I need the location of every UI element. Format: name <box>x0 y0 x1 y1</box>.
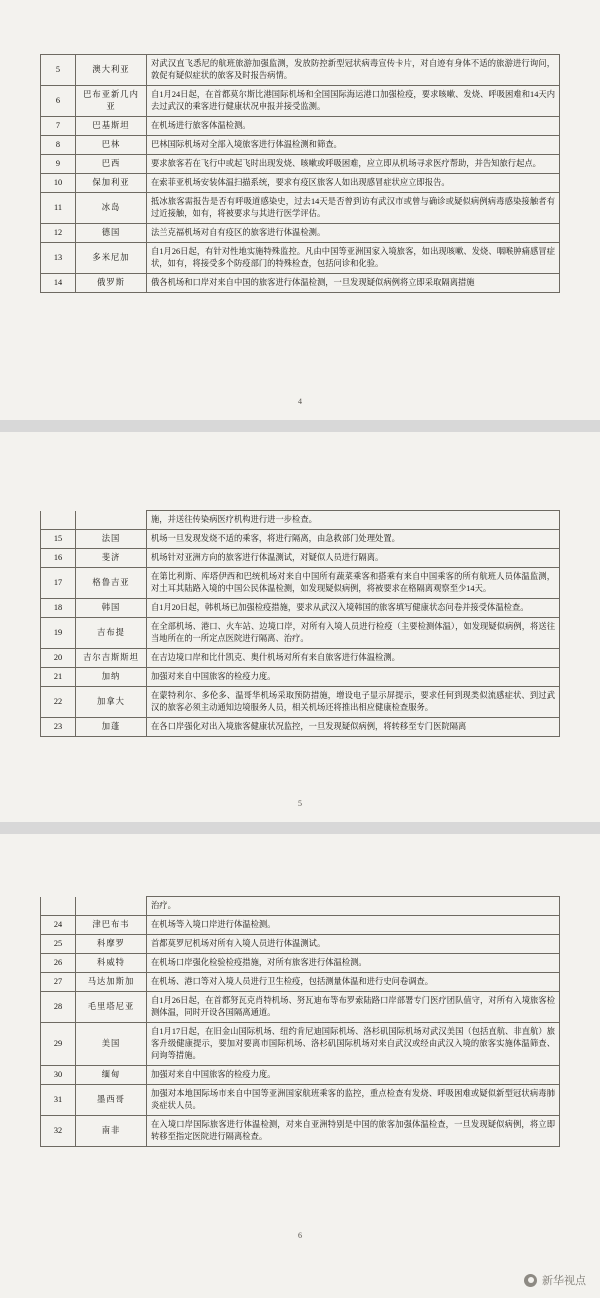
row-measure: 机场针对亚洲方向的旅客进行体温测试，对疑似人员进行隔离。 <box>147 549 560 568</box>
table-row <box>41 973 560 992</box>
row-number: 31 <box>41 1085 76 1116</box>
row-number: 25 <box>41 935 76 954</box>
row-number: 10 <box>41 174 76 193</box>
row-number: 6 <box>41 86 76 117</box>
row-measure: 机场一旦发现发烧不适的乘客，将进行隔离，由急救部门处理处置。 <box>147 530 560 549</box>
table-row <box>41 1066 560 1085</box>
row-measure: 法兰克福机场对自有疫区的旅客进行体温检测。 <box>147 224 560 243</box>
row-number: 11 <box>41 193 76 224</box>
row-country: 保加利亚 <box>76 174 147 193</box>
row-number: 21 <box>41 668 76 687</box>
row-number: 19 <box>41 618 76 649</box>
table-row <box>41 668 560 687</box>
row-country: 津巴布韦 <box>76 916 147 935</box>
table-row <box>41 954 560 973</box>
table-row <box>41 1085 560 1116</box>
table-row <box>41 549 560 568</box>
table-row <box>41 1023 560 1066</box>
table-row <box>41 274 560 293</box>
row-country: 巴布亚新几内亚 <box>76 86 147 117</box>
table-row <box>41 992 560 1023</box>
row-country: 法国 <box>76 530 147 549</box>
table-row <box>41 136 560 155</box>
table-row <box>41 193 560 224</box>
row-measure: 自1月24日起，在首都莫尔斯比港国际机场和全国国际海运港口加强检疫，要求咳嗽、发烧、呼吸困难和14天内去过武汉的乘客进行健康状况申报并接受监测。 <box>147 86 560 117</box>
table-row <box>41 618 560 649</box>
table-row <box>41 687 560 718</box>
row-measure: 要求旅客若在飞行中或起飞时出现发烧、咳嗽或呼吸困难，应立即从机场寻求医疗帮助，并告知旅行起点。 <box>147 155 560 174</box>
row-number: 24 <box>41 916 76 935</box>
table-row <box>41 224 560 243</box>
watermark-label: 新华视点 <box>542 1275 586 1287</box>
page-number: 5 <box>298 799 302 808</box>
country-measures-table-3 <box>40 896 560 1147</box>
row-number: 29 <box>41 1023 76 1066</box>
row-measure: 在吉边境口岸和比什凯克、奥什机场对所有来自旅客进行体温检测。 <box>147 649 560 668</box>
row-measure-continued: 施，并送往传染病医疗机构进行进一步检查。 <box>147 511 560 530</box>
table-row <box>41 55 560 86</box>
row-number: 5 <box>41 55 76 86</box>
row-measure: 在全部机场、港口、火车站、边境口岸，对所有入境人员进行检疫（主要检测体温），如发现疑似病例，将送往当地所在的一所定点医院进行隔离、治疗。 <box>147 618 560 649</box>
row-number: 14 <box>41 274 76 293</box>
row-country: 澳大利亚 <box>76 55 147 86</box>
row-country: 南非 <box>76 1116 147 1147</box>
row-country: 加拿大 <box>76 687 147 718</box>
row-country: 德国 <box>76 224 147 243</box>
row-measure: 加强对本地国际场市来自中国等亚洲国家航班乘客的监控，重点检查有发烧、呼吸困难或疑似新型冠状病毒肺炎症状人员。 <box>147 1085 560 1116</box>
row-measure: 在各口岸强化对出入境旅客健康状况监控，一旦发现疑似病例，将转移至专门医院隔离 <box>147 718 560 737</box>
row-number: 8 <box>41 136 76 155</box>
page-number: 4 <box>298 397 302 406</box>
row-country: 科威特 <box>76 954 147 973</box>
row-country: 格鲁吉亚 <box>76 568 147 599</box>
table-row <box>41 649 560 668</box>
row-number: 22 <box>41 687 76 718</box>
row-number: 26 <box>41 954 76 973</box>
row-country: 斐济 <box>76 549 147 568</box>
row-country: 加蓬 <box>76 718 147 737</box>
row-country: 韩国 <box>76 599 147 618</box>
row-country: 巴林 <box>76 136 147 155</box>
row-measure: 自1月20日起，韩机场已加强检疫措施，要求从武汉入境韩国的旅客填写健康状态问卷并接受体温检查。 <box>147 599 560 618</box>
table-row-continuation <box>41 511 560 530</box>
row-country: 多米尼加 <box>76 243 147 274</box>
table-row <box>41 155 560 174</box>
page-separator <box>0 822 600 834</box>
row-number: 15 <box>41 530 76 549</box>
row-measure: 抵冰旅客需报告是否有呼吸道感染史，过去14天是否曾到访有武汉市或曾与确诊或疑似病例病毒感染接触者有过近接触，如有，将被要求与其进行医学评估。 <box>147 193 560 224</box>
row-number: 23 <box>41 718 76 737</box>
row-measure-continued: 治疗。 <box>147 897 560 916</box>
document-page-3 <box>0 834 600 1254</box>
row-number: 20 <box>41 649 76 668</box>
row-number: 9 <box>41 155 76 174</box>
row-measure: 在机场进行旅客体温检测。 <box>147 117 560 136</box>
row-measure: 自1月26日起，在首都努瓦克肖特机场、努瓦迪布等布罗索陆路口岸部署专门医疗团队值守，对所有入境旅客检测体温，同时开设各国隔离通道。 <box>147 992 560 1023</box>
row-country: 吉布提 <box>76 618 147 649</box>
page-separator <box>0 420 600 432</box>
row-measure: 自1月17日起，在旧金山国际机场、纽约肯尼迪国际机场、洛杉矶国际机场对武汉美国（包括直航、非直航）旅客升级健康提示，要加对要离市国际机场、洛杉矶国际机场对来自武汉或经由武汉入境的旅客实施体温筛查、问询等措施。 <box>147 1023 560 1066</box>
row-number: 27 <box>41 973 76 992</box>
row-country: 巴西 <box>76 155 147 174</box>
row-country: 缅甸 <box>76 1066 147 1085</box>
row-country: 吉尔吉斯斯坦 <box>76 649 147 668</box>
row-measure: 在第比利斯、库塔伊西和巴统机场对来自中国所有蔬菜乘客和搭乘有来自中国乘客的所有航班人员体温监测，对土耳其陆路入境的中国公民体温检测，如发现疑似病例，将被要求在格隔离观察至少14天。 <box>147 568 560 599</box>
table-row-continuation <box>41 897 560 916</box>
footer-bar <box>0 1254 600 1298</box>
row-country: 冰岛 <box>76 193 147 224</box>
row-number: 17 <box>41 568 76 599</box>
row-measure: 对武汉直飞悉尼的航班旅游加强监测，发放防控新型冠状病毒宣传卡片，对自迹有身体不适的旅游进行询问，敦促有疑似症状的旅客及时报告病情。 <box>147 55 560 86</box>
table-row <box>41 568 560 599</box>
row-measure: 加强对来自中国旅客的检疫力度。 <box>147 668 560 687</box>
row-number: 7 <box>41 117 76 136</box>
table-row <box>41 174 560 193</box>
row-measure: 巴林国际机场对全部入境旅客进行体温检测和筛查。 <box>147 136 560 155</box>
row-country-empty <box>76 897 147 916</box>
row-measure: 自1月26日起，有针对性地实施特殊监控。凡由中国等亚洲国家入境旅客，如出现咳嗽、发烧、咽喉肿痛感冒症状，如有，将接受多个防疫部门的特殊检查，包括问诊和化验。 <box>147 243 560 274</box>
row-number: 28 <box>41 992 76 1023</box>
table-row <box>41 718 560 737</box>
row-number: 12 <box>41 224 76 243</box>
row-measure: 在机场口岸强化检验检疫措施，对所有旅客进行体温检测。 <box>147 954 560 973</box>
table-row <box>41 117 560 136</box>
sina-weibo-logo-icon <box>524 1274 537 1287</box>
row-country: 马达加斯加 <box>76 973 147 992</box>
document-page-1 <box>0 0 600 420</box>
table-row <box>41 935 560 954</box>
row-country: 墨西哥 <box>76 1085 147 1116</box>
row-measure: 在机场、港口等对入境人员进行卫生检疫，包括测量体温和进行史问卷调查。 <box>147 973 560 992</box>
row-country: 美国 <box>76 1023 147 1066</box>
row-country: 巴基斯坦 <box>76 117 147 136</box>
row-measure: 在入境口岸国际旅客进行体温检测，对来自亚洲特别是中国的旅客加强体温检查，一旦发现疑似病例，将立即转移至指定医院进行隔离检查。 <box>147 1116 560 1147</box>
table-row <box>41 1116 560 1147</box>
row-number-empty <box>41 897 76 916</box>
row-country: 科摩罗 <box>76 935 147 954</box>
row-country: 俄罗斯 <box>76 274 147 293</box>
table-row <box>41 86 560 117</box>
table-row <box>41 599 560 618</box>
table-row <box>41 916 560 935</box>
row-measure: 在蒙特利尔、多伦多、温哥华机场采取预防措施，增设电子显示屏提示，要求任何到现类似流感症状、到过武汉的旅客必须主动通知边境服务人员，相关机场还将推出相应健康检查服务。 <box>147 687 560 718</box>
row-number: 30 <box>41 1066 76 1085</box>
table-row <box>41 530 560 549</box>
document-page-2 <box>0 432 600 822</box>
row-measure: 俄各机场和口岸对来自中国的旅客进行体温检测，一旦发现疑似病例将立即采取隔离措施 <box>147 274 560 293</box>
row-number-empty <box>41 511 76 530</box>
row-number: 16 <box>41 549 76 568</box>
row-country: 加纳 <box>76 668 147 687</box>
row-measure: 加强对来自中国旅客的检疫力度。 <box>147 1066 560 1085</box>
row-number: 13 <box>41 243 76 274</box>
row-country-empty <box>76 511 147 530</box>
watermark <box>524 1272 586 1288</box>
page-number: 6 <box>298 1231 302 1240</box>
row-measure: 在机场等入境口岸进行体温检测。 <box>147 916 560 935</box>
row-number: 18 <box>41 599 76 618</box>
row-measure: 首都莫罗尼机场对所有入境人员进行体温测试。 <box>147 935 560 954</box>
country-measures-table-2 <box>40 510 560 737</box>
country-measures-table-1 <box>40 54 560 293</box>
row-country: 毛里塔尼亚 <box>76 992 147 1023</box>
row-measure: 在索菲亚机场安装体温扫描系统，要求有疫区旅客人如出现感冒症状应立即报告。 <box>147 174 560 193</box>
row-number: 32 <box>41 1116 76 1147</box>
table-row <box>41 243 560 274</box>
